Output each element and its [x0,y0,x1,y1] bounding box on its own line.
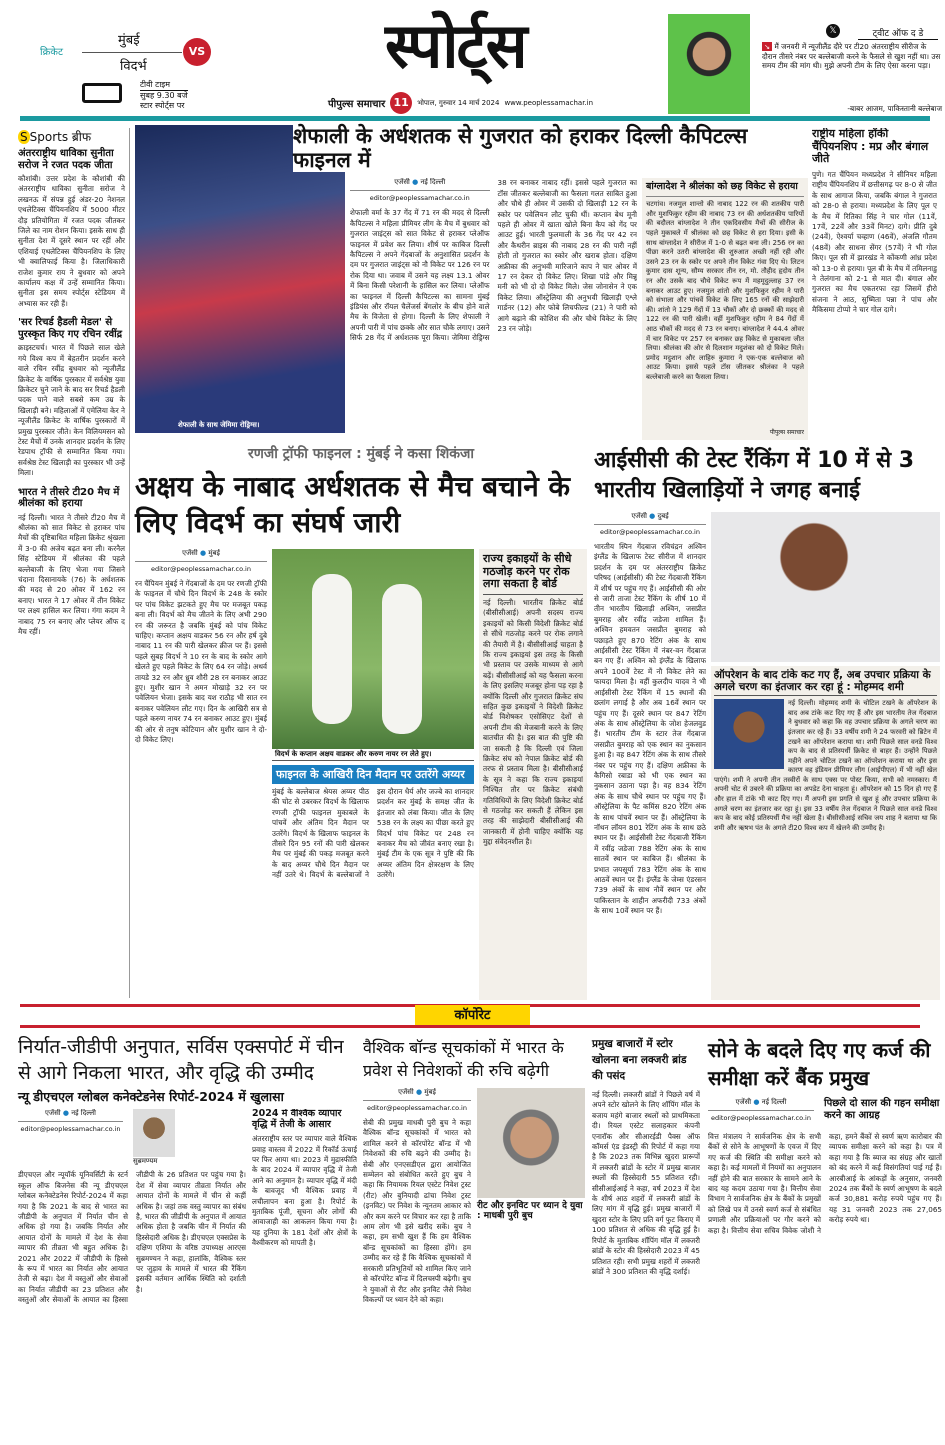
bond-side [477,1088,585,1442]
export-headline: निर्यात-जीडीपी अनुपात, सर्विस एक्सपोर्ट में चीन से आगे निकला भारत, और वृद्धि की उम्मीद [18,1036,344,1084]
lead-story [293,124,808,440]
gold-top [708,1098,942,1128]
tweet-block [762,42,942,114]
page-number: 11 [390,92,412,114]
tv-channel: स्टार स्पोर्ट्स पर [140,101,185,110]
trade-subhead: 2024 में वैश्विक व्यापार वृद्धि में तेजी के आसार [252,1109,342,1131]
bcci-text: नई दिल्ली। भारतीय क्रिकेट बोर्ड (बीसीसीआई) अपनी सदस्य राज्य इकाइयों को किसी विदेशी क्रिकेट बोर्ड से सीधे गठजोड़ करने पर रोक लगाने की तैयारी में है। बीसीसीआई चाहता है कि राज्य इकाइयां इस तरह के किसी भी प्रस्ताव पर उसके माध्यम से आगे बढ़ें। बीसीसीआई को यह फैसला करना के लिए इसलिए मजबूर होना पड़ रहा है क्योंकि दिल्ली और गुजरात क्रिकेट संघ सहित कुछ इकाइयों ने विदेशी क्रिकेट बोर्ड विशेषकर एसोसिएट देशों से अपनी टीम की मेजबानी करने के लिए बातचीत की है। इस बात की पुष्टि की जा सकती है कि दिल्ली एवं जिला क्रिकेट संघ को नेपाल क्रिकेट बोर्ड की तरफ से प्रस्ताव मिला है। बीसीसीआई के सूत्र ने कहा कि राज्य इकाइयां निश्चित तौर पर क्रिकेट संबंधी गतिविधियों के लिए विदेशी क्रिकेट बोर्ड से गठजोड़ कर सकती हैं लेकिन इस तरह की साझेदारी बीसीसीआई की जानकारी में होनी चाहिए क्योंकि यह मुद्दा संवेदनशील है। [483,597,583,847]
hockey-text: पुणे। गत चैंपियन मध्यप्रदेश ने सीनियर महिला राष्ट्रीय चैंपियनशिप में छत्तीसगढ़ पर 8-0 से जीत के साथ आगाज किया, जबकि बंगाल ने गुजरात को 28-0 से हराया। मध्यप्रदेश के लिए पूल ए के मैच में रितिका सिंह ने चार गोल (11वें, 17वें, 22वें और 33वें मिनट) दागे। प्रीति दुबे (24वें), ऐश्वर्या चव्हाण (46वें), अंजलि गौतम (48वें) और साधना सेंगर (57वें) ने भी गोल किए। पूल सी में झारखंड ने कोंकणी आंध्र प्रदेश को 13-0 से हराया। पूल बी के मैच में तमिलनाडु ने तेलंगाना को 2-1 से मात दी। बंगाल और गुजरात का मैच एकतरफा रहा जिसमें हीरो संजना ने आठ, सुष्मिता पन्ना ने पांच और मैकिसमा टोप्पो ने चार गोल दागे। [812,169,937,315]
bond-story [363,1036,585,1442]
brief-item [18,148,125,309]
gold-story [708,1036,942,1442]
hockey-title: राष्ट्रीय महिला हॉकी चैंपियनशिप : मप्र और बंगाल जीते [812,128,929,166]
photo-credit: पीपुल्स समाचार [769,429,804,436]
babar-photo [668,14,750,114]
gold-byline-block [708,1098,814,1128]
bond-row [363,1088,585,1442]
buch-caption: रीट और इनविट पर ध्यान दे युवा : माधबी पुरी बुच [477,1201,583,1222]
tweet-label: ट्वीट ऑफ द डे [858,26,938,40]
shami-text: नई दिल्ली। मोहम्मद शमी के चोटिल टखने के ऑपरेशन के बाद अब टांके कट दिए गए हैं और इस भारतीय तेज गेंदबाज ने बुधवार को कहा कि वह उपचार प्रक्रिया के अगले चरण का इंतजार कर रहे हैं। 33 वर्षीय शमी ने 24 फरवरी को ब्रिटेन में टखने का ऑपरेशन कराया था। शमी पिछले साल वनडे विश्व कप के बाद से प्रतिस्पर्धी क्रिकेट से बाहर हैं। उन्होंने पिछले महीने अपने चोटिल टखने का ऑपरेशन कराया था और इस कारण वह इंडियन प्रीमियर लीग (आईपीएल) में भी नहीं खेल पाएंगे। शमी ने अपनी तीन तस्वीरों के साथ एक्स पर पोस्ट किया, सभी को नमस्कार। मैं अपनी चोट से उबरने की प्रक्रिया का अपडेट देना चाहता हूं। ऑपरेशन को 15 दिन हो गए हैं और हाल में टांके भी काट दिए गए। मैं अपनी इस प्रगति से खुश हूं और उपचार प्रक्रिया के अगले चरण का इंतजार कर रहा हूं। इस 33 वर्षीय तेज गेंदबाज ने पिछले साल वनडे विश्व कप के बाद कोई प्रतिस्पर्धी मैच नहीं खेला है। बीसीसीआई सचिव जय शाह ने बताया था कि शमी और ऋषभ पंत के अगले टी20 विश्व कप में खेलने की उम्मीद है। [714,699,937,832]
ranji-body [135,549,267,1000]
export-subhead: न्यू डीएचएल ग्लोबल कनेक्टेडनेस रिपोर्ट-2024 में खुलासा [18,1089,284,1104]
icc-body [594,512,706,1000]
trade-text: अंतरराष्ट्रीय स्तर पर व्यापार वाले वैश्विक प्रवाह वास्तव में 2022 में रिकॉर्ड ऊंचाई पर फिर आया था। 2023 में मुद्रास्फीति के बाद 2024 में व्यापार वृद्धि में तेजी आने का अनुमान है। व्यापार वृद्धि में मंदी के बावजूद भी वैश्विक प्रवाह में लचीलापन बना हुआ है। रिपोर्ट के मुताबिक पूंजी, सूचना और लोगों की आवाजाही का आकलन किया गया है। यह दुनिया के 181 देशों और क्षेत्रों के वैश्वीकरण को मापती है। [252,1134,357,1248]
icc-story [594,446,940,1000]
lead-body [350,178,637,440]
x-icon: 𝕏 [826,24,840,38]
match-line [82,52,182,53]
bond-main [363,1088,471,1442]
gold-email: editor@peoplessamachar.co.in [711,1114,811,1122]
tv-time: सुबह 9.30 बजे [140,91,188,100]
shami-photo [714,699,784,769]
iyer-text: मुंबई के बल्लेबाज श्रेयस अय्यर पीठ की चोट से उबरकर विदर्भ के खिलाफ रणजी ट्रॉफी फाइनल मुकाबले के पांचवें और अंतिम दिन मैदान पर उतरेंगे। विदर्भ के खिलाफ फाइनल के तीसरे दिन 95 रनों की पारी खेलकर मैच पर मुंबई की पकड़ मजबूत करने के बाद अय्यर चौथे दिन मैदान पर नहीं उतरे थे। विदर्भ के बल्लेबाजों ने इस दौरान धैर्य और जज्बे का शानदार प्रदर्शन कर मुंबई के समक्ष जीत के इंतजार को लंबा किया। जीत के लिए 538 रन के लक्ष्य का पीछा करते हुए विदर्भ पांच विकेट पर 248 रन बनाकर मैच को जीवंत बनाए रखा है। मुंबई टीम के एक सूत्र ने पुष्टि की कि अय्यर अंतिम दिन क्षेत्ररक्षण के लिए उतरेंगे। [272,787,474,880]
icc-byline: एजेंसी ● दुबई [594,512,706,525]
section-label: क्रिकेट [40,47,63,58]
ranji-email: editor@peoplessamachar.co.in [151,565,251,573]
brief-text: नई दिल्ली। भारत ने तीसरे टी20 मैच में श्रीलंका को सात विकेट से हराकर पांच मैचों की दृष्टिबाधित महिला क्रिकेट श्रृंखला में 3-0 की अजेय बढ़त बना ली। करनैल सिंह स्टेडियम में श्रीलंका की पहले बल्लेबाजी के लिए भेजा गया जिसने चंदाना दिसानायके (76) के अर्धशतक की मदद से 20 ओवर में 162 रन बनाए। भारत ने 17 ओवर में तीन विकेट पर लक्ष्य हासिल कर लिया। गंगा कदम ने नाबाद 75 रन बनाए और प्लेयर ऑफ द मैच रहीं। [18,512,125,637]
ranji-byline: एजेंसी ● मुंबई [135,549,267,562]
tweet-body: मैं जनवरी में न्यूजीलैंड दौरे पर टी20 अंतरराष्ट्रीय सीरीज के दौरान तीसरे नंबर पर बल्लेबाजी करने के फैसले से खुश नहीं था। उस समय टीम की मांग थी। मुझे अपनी टीम के लिए ऐसा करना पड़ा। [762,42,941,71]
gold-text: वित्त मंत्रालय ने सार्वजनिक क्षेत्र के सभी बैंकों से सोने के आभूषणों के एवज में दिए गए कर्ज की स्थिति की समीक्षा करने को कहा है। कई मामलों में नियमों का अनुपालन नहीं होने की बात सरकार के सामने आने के बाद यह कदम उठाया गया है। वित्तीय सेवा विभाग ने सार्वजनिक क्षेत्र के बैंकों के प्रमुखों को लिखे पत्र में उनसे स्वर्ण कर्ज से संबंधित प्रणाली और प्रक्रियाओं पर गौर करने को कहा है। वित्तीय सेवा सचिव विवेक जोशी ने कहा, हमने बैंकों से स्वर्ण ऋण कारोबार की व्यापक समीक्षा करने को कहा है। पत्र में कहा गया है कि ब्याज का संग्रह और खातों को बंद करने में कई विसंगतियां पाई गई हैं। आरबीआई के आंकड़ों के अनुसार, जनवरी 2024 तक बैंकों के स्वर्ण आभूषण के बदले कर्ज 30,881 करोड़ रुपये पहुंच गए हैं। यह 31 जनवरी 2023 तक 27,065 करोड़ रुपये था। [708,1132,942,1235]
ranji-story [135,444,587,1000]
header [0,0,945,114]
tv-schedule [140,80,188,111]
vs-badge: VS [183,38,211,66]
ranji-photo [272,549,474,749]
ranji-photo-caption: विदर्भ के कप्तान अक्षय वाडकर और करुण नायर रन लेते हुए। [272,749,474,761]
bangladesh-box [642,178,808,440]
ranji-headline: अक्षय के नाबाद अर्धशतक से मैच बचाने के लिए विदर्भ का संघर्ष जारी [135,470,570,539]
export-email: editor@peoplessamachar.co.in [20,1125,121,1134]
team-a: मुंबई [118,33,140,48]
export-byline-block [18,1109,123,1166]
bond-text: सेबी की प्रमुख माधबी पुरी बुच ने कहा वैश्विक बॉन्ड सूचकांकों में भारत को शामिल करने से कॉरपोरेट बॉन्ड में भी निवेशकों की रुचि बढ़ने की उम्मीद है। सेबी और एनएसडीएल द्वारा आयोजित सम्मेलन को संबोधित करते हुए बुच ने कहा कि नियामक रियल एस्टेट निवेश ट्रस्ट (रीट) और बुनियादी ढांचा निवेश ट्रस्ट (इनविट) पर निवेश के न्यूनतम आकार को और कम करने पर विचार कर रहा है ताकि आम लोग भी इसे खरीद सकें। बुच ने कहा, हम सभी खुश हैं कि हम वैश्विक बॉन्ड सूचकांकों का हिस्सा होंगे। हम उम्मीद कर रहे हैं कि वैश्विक सूचकांकों में सरकारी प्रतिभूतियों को शामिल किए जाने से कॉरपोरेट बॉन्ड में दिलचस्पी बढ़ेगी। बुच ने युवाओं से रीट और इनविट जैसे निवेश विकल्पों पर ध्यान देने को कहा। [363,1118,471,1304]
header-rule [20,116,930,121]
gold-byline: एजेंसी ● नई दिल्ली [708,1098,814,1111]
ashwin-photo [711,512,940,662]
corporate-rule-bottom [20,1025,920,1028]
icc-row [594,512,940,1000]
luxury-headline: प्रमुख बाजारों में स्टोर खोलना बना लक्जरी ब्रांड की पसंद [592,1038,687,1082]
bangladesh-title: बांग्लादेश ने श्रीलंका को छह विकेट से हराया [646,182,804,197]
masthead: स्पोर्ट्स [385,9,526,82]
bcci-title: राज्य इकाइयों के सीधे गठजोड़ करने पर रोक लगा सकता है बोर्ड [483,553,583,595]
paper-name: पीपुल्स समाचार [328,99,386,110]
paper-strip [328,92,664,114]
export-byline: एजेंसी ● नई दिल्ली [18,1109,123,1122]
ranji-middle [272,549,474,1000]
brief-title: भारत ने तीसरे टी20 मैच में श्रीलंका को हराया [18,486,120,510]
brief-text: कौशांबी। उत्तर प्रदेश के कौशांबी की अंतरराष्ट्रीय धाविका सुनीता सरोज ने लखनऊ में संपन्न हुई अंडर-20 नेशनल एथलेटिक्स चैंपियनशिप में 5000 मीटर दौड़ प्रतियोगिता में रजत पदक जीतकर जिले का नाम रोशन किया। इसके साथ ही सुनीता देश में दूसरे स्थान पर रहीं और एशियाई एथलेटिक्स चैंपियनशिप के लिए भी क्वालिफाई किया है। जिलाधिकारी राजेश कुमार राय ने बुधवार को अपने कार्यालय कक्ष में उन्हें सम्मानित किया। सुनीता इस समय स्पोर्ट्स स्टेडियम में अभ्यास कर रही हैं। [18,174,125,308]
ranji-row [135,549,587,1000]
brief-item [18,317,125,478]
ranji-text: रन चैंपियन मुंबई ने गेंदबाजों के दम पर रणजी ट्रॉफी के फाइनल में चौथे दिन विदर्भ के 248 के स्कोर पर पांच विकेट झटकते हुए मैच पर मजबूत पकड़ बना ली। विदर्भ को मैच जीतने के लिए अभी 290 रन की जरूरत है जबकि मुंबई को पांच विकेट चाहिए। कप्तान अक्षय वाडकर 56 रन और हर्ष दुबे नाबाद 11 रन की पारी खेलकर क्रीज पर हैं। इससे पहले सुबह विदर्भ ने 10 रन के बाद के स्कोर आगे खेलते हुए पहले विकेट के लिए 64 रन जोड़े। अथर्व तायडे 32 रन और ध्रुव शौरी 28 रन बनाकर आउट हुए। मुशीर खान ने अमन मोखाड़े 32 रन पर पवेलियन भेजा। इसके बाद यश राठौड़ भी सात रन बनाकर पवेलियन लौट गए। दिन के आखिरी सत्र से पहले करुण नायर 74 रन बनाकर आउट हुए। मुंबई की ओर से तनुष कोटियान और मुशीर खान ने दो-दो विकेट लिए। [135,579,267,745]
lead-byline: एजेंसी ● नई दिल्ली [350,178,490,191]
export-top [18,1109,246,1166]
icc-text: भारतीय स्पिन गेंदबाज रविचंद्रन अश्विन इंग्लैंड के खिलाफ टेस्ट सीरीज में शानदार प्रदर्शन के दम पर अंतरराष्ट्रीय क्रिकेट परिषद (आईसीसी) की टेस्ट गेंदबाजी रैंकिंग में शीर्ष पर पहुंच गए हैं। आईसीसी की ओर से जारी ताजा टेस्ट रैंकिंग के शीर्ष 10 में तीन भारतीय खिलाड़ी अश्विन, जसप्रीत बुमराह और रवींद्र जडेजा शामिल हैं। अश्विन हमवतन जसप्रीत बुमराह को पछाड़ते हुए 870 रेटिंग अंक के साथ आईसीसी टेस्ट रैंकिंग में नंबर-वन गेंदबाज बन गए हैं। अश्विन को इंग्लैंड के खिलाफ अपने 100वें टेस्ट में नौ विकेट लेने का फायदा मिला है। वहीं कुलदीप यादव ने भी आईसीसी टेस्ट रैंकिंग में 15 स्थानों की छलांग लगाई है और अब 16वें स्थान पर पहुंच गए हैं। दूसरे स्थान पर 847 रेटिंग अंक के साथ ऑस्ट्रेलिया के जोश हेजलवुड हैं। भारतीय टीम के स्टार तेज गेंदबाज जसप्रीत बुमराह को एक स्थान का नुकसान हुआ है। वह 847 रेटिंग अंक के साथ तीसरे नंबर पर पहुंच गए हैं। दक्षिण अफ्रीका के कैगिसो रबाडा को भी एक स्थान का नुकसान उठाना पड़ा है। वह 834 रेटिंग अंक के साथ चौथे स्थान पर पहुंच गए हैं। ऑस्ट्रेलिया के पैट कमिंस 820 रेटिंग अंक के साथ पांचवें स्थान पर हैं। ऑस्ट्रेलिया के नॉथन लॉयन 801 रेटिंग अंक के साथ छठे स्थान पर हैं। आईसीसी टेस्ट गेंदबाजी रैंकिंग में रवींद्र जडेजा 788 रेटिंग अंक के साथ सातवें स्थान पर काबिज हैं। श्रीलंका के प्रभात जयसूर्या 783 रेटिंग अंक के साथ आठवें स्थान पर हैं। इंग्लैंड के जेम्स एंडरसन 739 अंकों के साथ नौवें स्थान पर और पाकिस्तान के शाहीन अफरीदी 733 अंकों के साथ 10वें स्थान पर हैं। [594,542,706,916]
bond-byline: एजेंसी ● मुंबई [363,1088,471,1101]
corporate-banner: कॉर्पोरेट [415,1005,530,1026]
icc-right [711,512,940,1000]
bcci-sidebar [479,549,587,1000]
brief-logo: S Sports ब्रीफ [20,130,92,144]
shami-title: ऑपरेशन के बाद टांके कट गए हैं, अब उपचार प्रक्रिया के अगले चरण का इंतजार कर रहा हूं : मोहम्मद शमी [714,669,937,696]
lead-headline: शेफाली के अर्धशतक से गुजरात को हराकर दिल्ली कैपिटल्स फाइनल में [293,124,808,172]
website: www.peoplessamachar.in [504,99,594,107]
buch-photo [477,1088,585,1198]
luxury-story [592,1036,700,1442]
lead-text: शेफाली वर्मा के 37 गेंद में 71 रन की मदद से दिल्ली कैपिटल्स ने महिला प्रीमियर लीग के मैच में बुधवार को गुजरात जाइंट्स को सात विकेट से हराकर प्लेऑफ फाइनल में प्रवेश कर लिया। शीर्ष पर काबिज दिल्ली कैपिटल्स ने अपने गेंदबाजों के अनुशासित प्रदर्शन के दम पर गुजरात जाइंट्स को नौ विकेट पर 126 रन पर रोक दिया था। जवाब में उसने यह लक्ष्य 13.1 ओवर में बिना किसी परेशानी के हासिल कर लिया। प्लेऑफ का फाइनल में दिल्ली कैपिटल्स का सामना मुंबई इंडियंस और रॉयल चैलेंजर्स बेंगलोर के बीच होने वाले मैच के विजेता से होगा। दिल्ली के लिए शेफाली ने अपनी पारी में पांच छक्के और सात चौके लगाए। उसने सिर्फ 28 गेंद में अर्धशतक पूरा किया। जेमिमा रोड्रिग्स 38 रन बनाकर नाबाद रहीं। इससे पहले गुजरात का टॉस जीतकर बल्लेबाजी का फैसला गलत साबित हुआ और चौथे ही ओवर में उसकी दो खिलाड़ी 12 रन के स्कोर पर पवेलियन लौट चुकी थीं। कप्तान बेथ मूनी पहले ही ओवर में खाता खोले बिना कैप को गेंद पर आउट हुई। भारती फुलमाली के 36 गेंद पर 42 रन और कैथरीन ब्राइस की नाबाद 28 रन की पारी नहीं होती तो गुजरात का स्कोर और खराब होता। दक्षिण अफ्रीका की अनुभवी मारिजाने काप ने चार ओवर में 17 रन देकर दो विकेट लिए। शिखा पांडे और मिन्नू मनी को भी दो दो विकेट मिले। जेस जोनासेन ने एक विकेट लिया। ऑस्ट्रेलिया की अनुभवी खिलाड़ी एश्ले गार्डनर (12) और फोबे लिचफील्ड (21) ने पारी को आगे बढ़ाने की कोशिश की और चौथे विकेट के लिए 23 रन जोड़े। [350,178,637,343]
batsman-figure [312,574,352,724]
export-main [18,1109,246,1442]
icc-email: editor@peoplessamachar.co.in [600,528,700,536]
brief-title: अंतरराष्ट्रीय धाविका सुनीता सरोज ने रजत पदक जीता [18,148,114,171]
brief-title: 'सर रिचर्ड हैडली मेडल' से पुरस्कृत किए गए रचिन रवींद्र [18,317,123,340]
icc-headline: आईसीसी की टेस्ट रैंकिंग में 10 में से 3 भारतीय खिलाड़ियों ने जगह बनाई [594,448,915,503]
tweet-text [762,42,942,71]
hockey-story [812,128,937,438]
export-col3 [252,1109,357,1442]
batsman-figure [382,584,422,734]
lead-row [350,178,808,440]
gold-subhead: पिछले दो साल की गहन समीक्षा करने का आग्रह [824,1098,940,1121]
luxury-text: नई दिल्ली। लक्जरी ब्रांडों ने पिछले वर्ष में अपने स्टोर खोलने के लिए शॉपिंग मॉल के बजाय महंगे बाजार स्थलों को प्राथमिकता दी। रियल एस्टेट सलाहकार कंपनी एनारॉक और सीआरईडी पैक्स ऑफ कॉमर्स एंड इंडस्ट्री की रिपोर्ट में कहा गया है कि 2023 तक विभिन्न खुदरा प्रारूपों में लक्जरी ब्रांडों के स्टोर में प्रमुख बाजार स्थलों की हिस्सेदारी 55 प्रतिशत रही। सीसीआईआई ने कहा, वर्ष 2023 में देश के शीर्ष आठ शहरों में लक्जरी ब्रांडों के लिए मांग में वृद्धि हुई। प्रमुख बाजारों में खुदरा स्टोर के लिए प्रति वर्ग फुट किराए में 100 प्रतिशत से अधिक की वृद्धि हुई है। रिपोर्ट के मुताबिक शॉपिंग मॉल में लक्जरी ब्रांडों के स्टोर की हिस्सेदारी 2023 में 45 प्रतिशत रही। सभी प्रमुख शहरों में लक्जरी ब्रांडों ने 300 प्रतिशत की वृद्धि दर्शाई। [592,1090,700,1276]
brief-item [18,487,125,638]
bangladesh-text: चटगांव। नजमुल शान्तो की नाबाद 122 रन की शतकीय पारी और मुशफिकुर रहीम की नाबाद 73 रन की अर्धशतकीय पारियों की बदौलत बांग्लादेश ने तीन एकदिवसीय मैचों की सीरीज के पहले मुकाबले में श्रीलंका को छह विकेट से हरा दिया। इसी के साथ बांग्लादेश ने सीरीज में 1-0 से बढ़त बना ली। 256 रन का पीछा करने उतरी बांग्लादेश की शुरुआत अच्छी नहीं रही और उसने 23 रन के स्कोर पर अपने तीन विकेट गंवा दिए थे। लिटन कुमार दास शून्य, सौम्य सरकार तीन रन, मो. तौहीद हृदोय तीन रन और उसके बाद चौथे विकेट रूप में महमूदुल्लाह 37 रन बनाकर आउट हुए। नजमुल शांतो और मुशफिकुर रहीम ने पारी को संभाला और पांचवें विकेट के लिए 165 रनों की साझेदारी की। शांतो ने 129 गेंदों में 13 चौकों और दो छक्कों की मदद से 122 रन की पारी खेली। वहीं मुशफिकुर रहीम ने 84 गेंदों में आठ चौकों की मदद से 73 रन बनाए। बांग्लादेश ने 44.4 ओवर में चार विकेट पर 257 रन बनाकर छह विकेट से मुकाबला जीत लिया। श्रीलंका की ओर से दिलशान मदुशंका को दो विकेट मिले। प्रमोद मदुशान और लाहिरु कुमारा ने एक-एक बल्लेबाज को आउट किया। इससे पहले टॉस जीतकर श्रीलंका ने पहले बल्लेबाजी करने का फैसला लिया। [646,200,804,381]
subramanyam-caption: सुब्रमण्यम [133,1157,158,1166]
brief-text: क्राइस्टचर्च। भारत में पिछले साल खेले गये विश्व कप में बेहतरीन प्रदर्शन करने वाले रचिन रवींद्र बुधवार को न्यूजीलैंड क्रिकेट के वार्षिक पुरस्कार में सर्वश्रेष्ठ युवा क्रिकेटर चुने जाने के बाद सर रिचर्ड हैडली पदक पाने वाले सबसे कम उम्र के खिलाड़ी बने। महिलाओं में एमेलिया केर ने न्यूजीलैंड क्रिकेट के वार्षिक पुरस्कारों में प्रमुख पुरस्कार जीते। केन विलियमसन को टेस्ट मैचों में उनके शानदार प्रदर्शन के लिए रेडपाथ ट्रॉफी से सम्मानित किया गया। सर्वश्रेष्ठ टेस्ट खिलाड़ी का पुरस्कार भी उन्हें मिला। [18,343,125,478]
export-story [18,1034,358,1442]
lead-email: editor@peoplessamachar.co.in [369,194,470,203]
export-text: डीएचएल और न्यूयॉर्क यूनिवर्सिटी के स्टर्न स्कूल ऑफ बिजनेस की न्यू डीएचएल ग्लोबल कनेक्टेडनेस रिपोर्ट-2024 में कहा गया है कि 2021 के बाद से भारत का जीडीपी के अनुपात में निर्यात चीन से अधिक हो गया है। जबकि निर्यात और आयात दोनों के मामले में देश के सेवा व्यापार की तीव्रता भी बहुत अधिक है। 2021 और 2022 में जीडीपी के हिस्से के रूप में भारत का निर्यात और आयात तेजी से बढ़ा। देश में वस्तुओं और सेवाओं का निर्यात जीडीपी का 23 प्रतिशत और वस्तुओं और सेवाओं के आयात का हिस्सा जीडीपी के 26 प्रतिशत पर पहुंच गया है। देश में सेवा व्यापार तीव्रता निर्यात और आयात दोनों के मामले में चीन से कहीं अधिक है। जहां तक वस्तु व्यापार का संबंध है, भारत की जीडीपी के अनुपात में आयात अधिक होता है जबकि चीन में निर्यात की हिस्सेदारी अधिक है। डीएचएल एक्सप्रेस के दक्षिण एशिया के वरिष्ठ उपाध्यक्ष आरएस सुब्रमण्यन ने कहा, हालांकि, वैश्विक स्तर पर जुड़ाव के मामले में भारत की रैंकिंग इसकी वर्तमान आर्थिक स्थिति को दर्शाती है। [18,1170,246,1305]
tv-label: टीवी टाइम [140,80,188,91]
subramanyam-photo [133,1109,175,1157]
iyer-subheading: फाइनल के आखिरी दिन मैदान पर उतरेंगे अय्यर [272,765,474,784]
bond-headline: वैश्विक बॉन्ड सूचकांकों में भारत के प्रवेश से निवेशकों की रुचि बढ़ेगी [363,1038,564,1080]
quote-icon: ↘ [764,42,771,51]
gold-headline: सोने के बदले दिए गए कर्ज की समीक्षा करें बैंक प्रमुख [708,1038,931,1090]
sports-brief [18,128,130,998]
tv-icon [82,83,122,103]
photo-caption: शेफाली के साथ जेमिमा रोड्रिग्स। [178,421,260,429]
team-b: विदर्भ [120,59,147,74]
export-row [18,1109,358,1442]
dateline: भोपाल, गुरुवार 14 मार्च 2024 [417,98,500,107]
subramanyam-figure [133,1109,183,1166]
tweet-author: -बाबर आजम, पाकिस्तानी बल्लेबाज [847,104,942,113]
bond-email: editor@peoplessamachar.co.in [367,1104,467,1112]
shami-box [711,666,940,1000]
ranji-kicker: रणजी ट्रॉफी फाइनल : मुंबई ने कसा शिकंजा [247,446,474,462]
